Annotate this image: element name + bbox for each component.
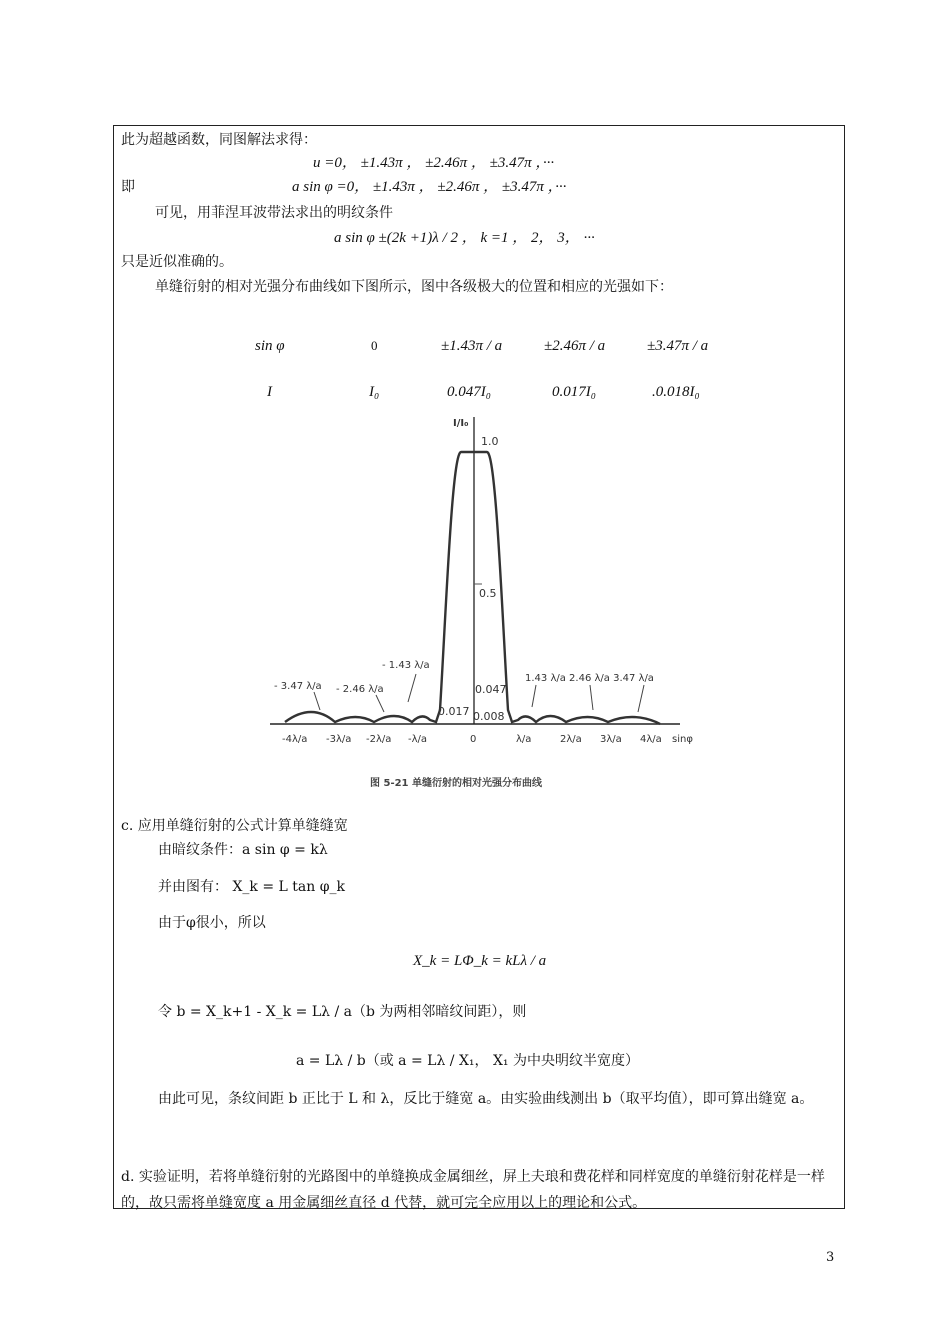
x-axis-label: sinφ	[672, 734, 693, 745]
half-label: 0.5	[479, 587, 497, 600]
x-tick-label: -2λ/a	[366, 734, 392, 745]
x-tick-label: 3λ/a	[600, 734, 622, 745]
text-line-5: 单缝衍射的相对光强分布曲线如下图所示，图中各级极大的位置和相应的光强如下：	[155, 279, 673, 295]
text-ji: 即	[121, 179, 135, 195]
text-line-4: 只是近似准确的。	[121, 254, 233, 270]
table-cell: I	[267, 384, 272, 400]
x-tick-label: 4λ/a	[640, 734, 662, 745]
label-minus-347: - 3.47 λ/a	[274, 681, 322, 692]
x-tick-label: λ/a	[516, 734, 532, 745]
figure-relation: 并由图有： X_k = L tan φ_k	[158, 879, 346, 895]
equation-xk: X_k = LΦ_k = kLλ / a	[413, 953, 547, 969]
page-number: 3	[826, 1250, 835, 1265]
conclusion-paragraph: 由此可见，条纹间距 b 正比于 L 和 λ，反比于缝宽 a。由实验曲线测出 b（取平均值），即可算出缝宽 a。	[158, 1091, 814, 1107]
table-cell: 0.047I₀	[447, 384, 491, 400]
table-cell: ±2.46π / a	[544, 338, 606, 354]
label-minus-246: - 2.46 λ/a	[336, 684, 384, 695]
equation-a: a = Lλ / b（或 a = Lλ / X₁， X₁ 为中央明纹半宽度）	[296, 1053, 639, 1069]
text-line-1: 此为超越函数，同图解法求得：	[121, 132, 317, 148]
equation-asin: a sin φ =0， ±1.43π ， ±2.46π ， ±3.47π ，···	[292, 179, 567, 195]
table-cell: sin φ	[255, 338, 285, 354]
label-0047: 0.047	[475, 683, 507, 696]
label-0017: 0.017	[438, 705, 470, 718]
x-tick-label: -4λ/a	[282, 734, 308, 745]
table-cell: I₀	[369, 384, 380, 400]
dark-fringe-condition: 由暗纹条件：a sin φ = kλ	[158, 842, 328, 858]
definition-b: 令 b = X_k+1 - X_k = Lλ / a（b 为两相邻暗纹间距），则	[158, 1004, 527, 1020]
x-tick-label: -3λ/a	[326, 734, 352, 745]
table-cell: ±3.47π / a	[647, 338, 709, 354]
x-tick-label: -λ/a	[408, 734, 428, 745]
peak-label: 1.0	[481, 435, 499, 448]
table-cell: 0	[371, 338, 378, 353]
label-minus-143: - 1.43 λ/a	[382, 660, 430, 671]
diffraction-intensity-figure	[260, 412, 693, 797]
equation-u: u =0， ±1.43π ， ±2.46π ， ±3.47π ，···	[313, 155, 555, 171]
section-d-paragraph: d. 实验证明，若将单缝衍射的光路图中的单缝换成金属细丝，屏上夫琅和费花样和同样宽度的单缝衍射花样是一样的，故只需将单缝宽度 a 用金属细丝直径 d 代替，就可完全应用以上的理论和公式。	[121, 1169, 825, 1211]
table-cell: ±1.43π / a	[441, 338, 503, 354]
table-cell: 0.017I₀	[552, 384, 596, 400]
x-tick-zero: 0	[470, 734, 477, 745]
text-line-3: 可见，用菲涅耳波带法求出的明纹条件	[155, 205, 393, 221]
y-axis-label: I/I₀	[453, 418, 469, 429]
equation-bright: a sin φ ±(2k +1)λ / 2 ， k =1 ， 2， 3， ···	[334, 230, 595, 246]
table-cell: .0.018I₀	[652, 384, 700, 400]
label-0008: 0.008	[473, 710, 505, 723]
figure-caption: 图 5-21 单缝衍射的相对光强分布曲线	[370, 778, 542, 789]
x-tick-label: 2λ/a	[560, 734, 582, 745]
section-c-title: c. 应用单缝衍射的公式计算单缝缝宽	[121, 818, 348, 834]
label-plus-peaks: 1.43 λ/a 2.46 λ/a 3.47 λ/a	[525, 673, 654, 684]
small-angle-note: 由于φ很小，所以	[158, 915, 266, 931]
